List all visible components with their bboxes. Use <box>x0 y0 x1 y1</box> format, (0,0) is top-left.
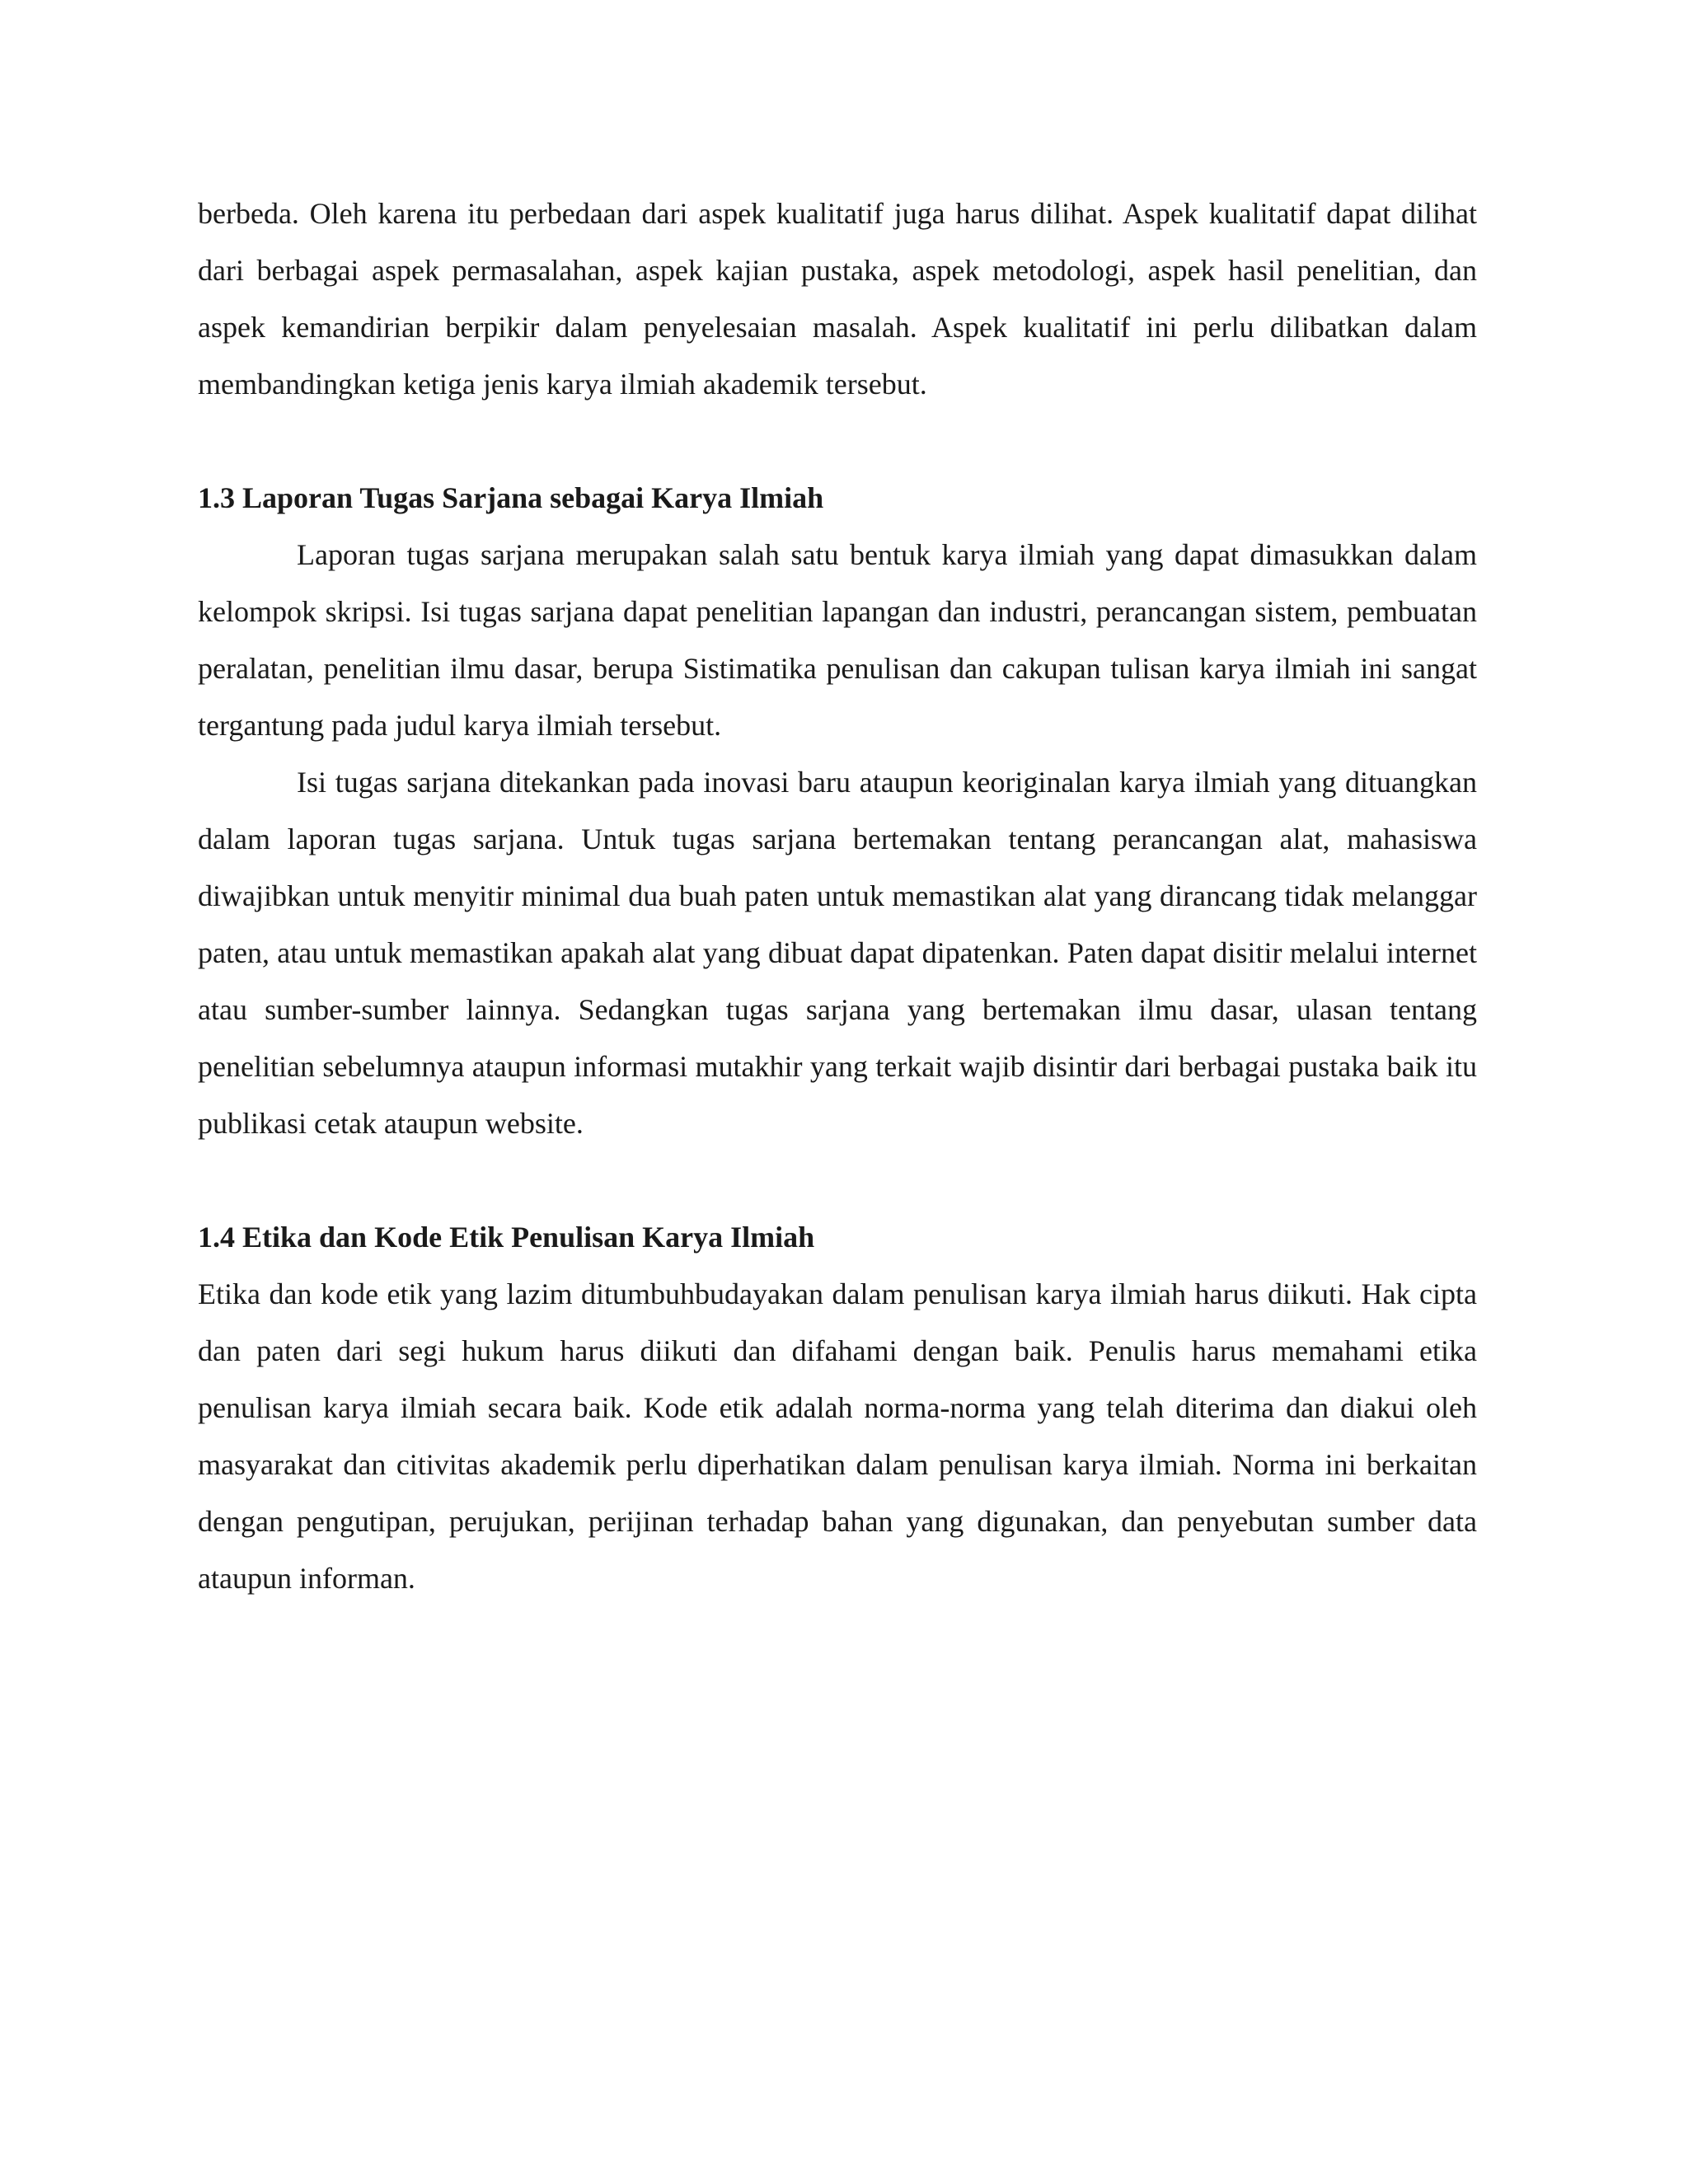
section-1-4-heading: 1.4 Etika dan Kode Etik Penulisan Karya Ilmiah <box>198 1221 815 1254</box>
section-1-4-paragraph-1: Etika dan kode etik yang lazim ditumbuhbudayakan dalam penulisan karya ilmiah harus diikuti. Hak cipta dan paten dari segi hukum harus diikuti dan difahami dengan baik. Penulis harus memahami etika penulisan karya ilmiah secara baik. Kode etik adalah norma-norma yang telah diterima dan diakui oleh masyarakat dan citivitas akademik perlu diperhatikan dalam penulisan karya ilmiah. Norma ini berkaitan dengan pengutipan, perujukan, perijinan terhadap bahan yang digunakan, dan penyebutan sumber data ataupun informan. <box>198 1277 1477 1595</box>
section-1-3-paragraph-2: Isi tugas sarjana ditekankan pada inovasi baru ataupun keoriginalan karya ilmiah yang dituangkan dalam laporan tugas sarjana. Untuk tugas sarjana bertemakan tentang perancangan alat, mahasiswa diwajibkan untuk menyitir minimal dua buah paten untuk memastikan alat yang dirancang tidak melanggar paten, atau untuk memastikan apakah alat yang dibuat dapat dipatenkan. Paten dapat disitir melalui internet atau sumber-sumber lainnya. Sedangkan tugas sarjana yang bertemakan ilmu dasar, ulasan tentang penelitian sebelumnya ataupun informasi mutakhir yang terkait wajib disintir dari berbagai pustaka baik itu publikasi cetak ataupun website. <box>198 766 1477 1140</box>
section-1-3-heading: 1.3 Laporan Tugas Sarjana sebagai Karya Ilmiah <box>198 481 824 514</box>
continuation-paragraph: berbeda. Oleh karena itu perbedaan dari aspek kualitatif juga harus dilihat. Aspek kualitatif dapat dilihat dari berbagai aspek permasalahan, aspek kajian pustaka, aspek metodologi, aspek hasil penelitian, dan aspek kemandirian berpikir dalam penyelesaian masalah. Aspek kualitatif ini perlu dilibatkan dalam membandingkan ketiga jenis karya ilmiah akademik tersebut. <box>198 197 1477 401</box>
section-1-3-paragraph-1: Laporan tugas sarjana merupakan salah satu bentuk karya ilmiah yang dapat dimasukkan dalam kelompok skripsi. Isi tugas sarjana dapat penelitian lapangan dan industri, perancangan sistem, pembuatan peralatan, penelitian ilmu dasar, berupa Sistimatika penulisan dan cakupan tulisan karya ilmiah ini sangat tergantung pada judul karya ilmiah tersebut. <box>198 538 1477 742</box>
document-page <box>198 185 1477 1607</box>
